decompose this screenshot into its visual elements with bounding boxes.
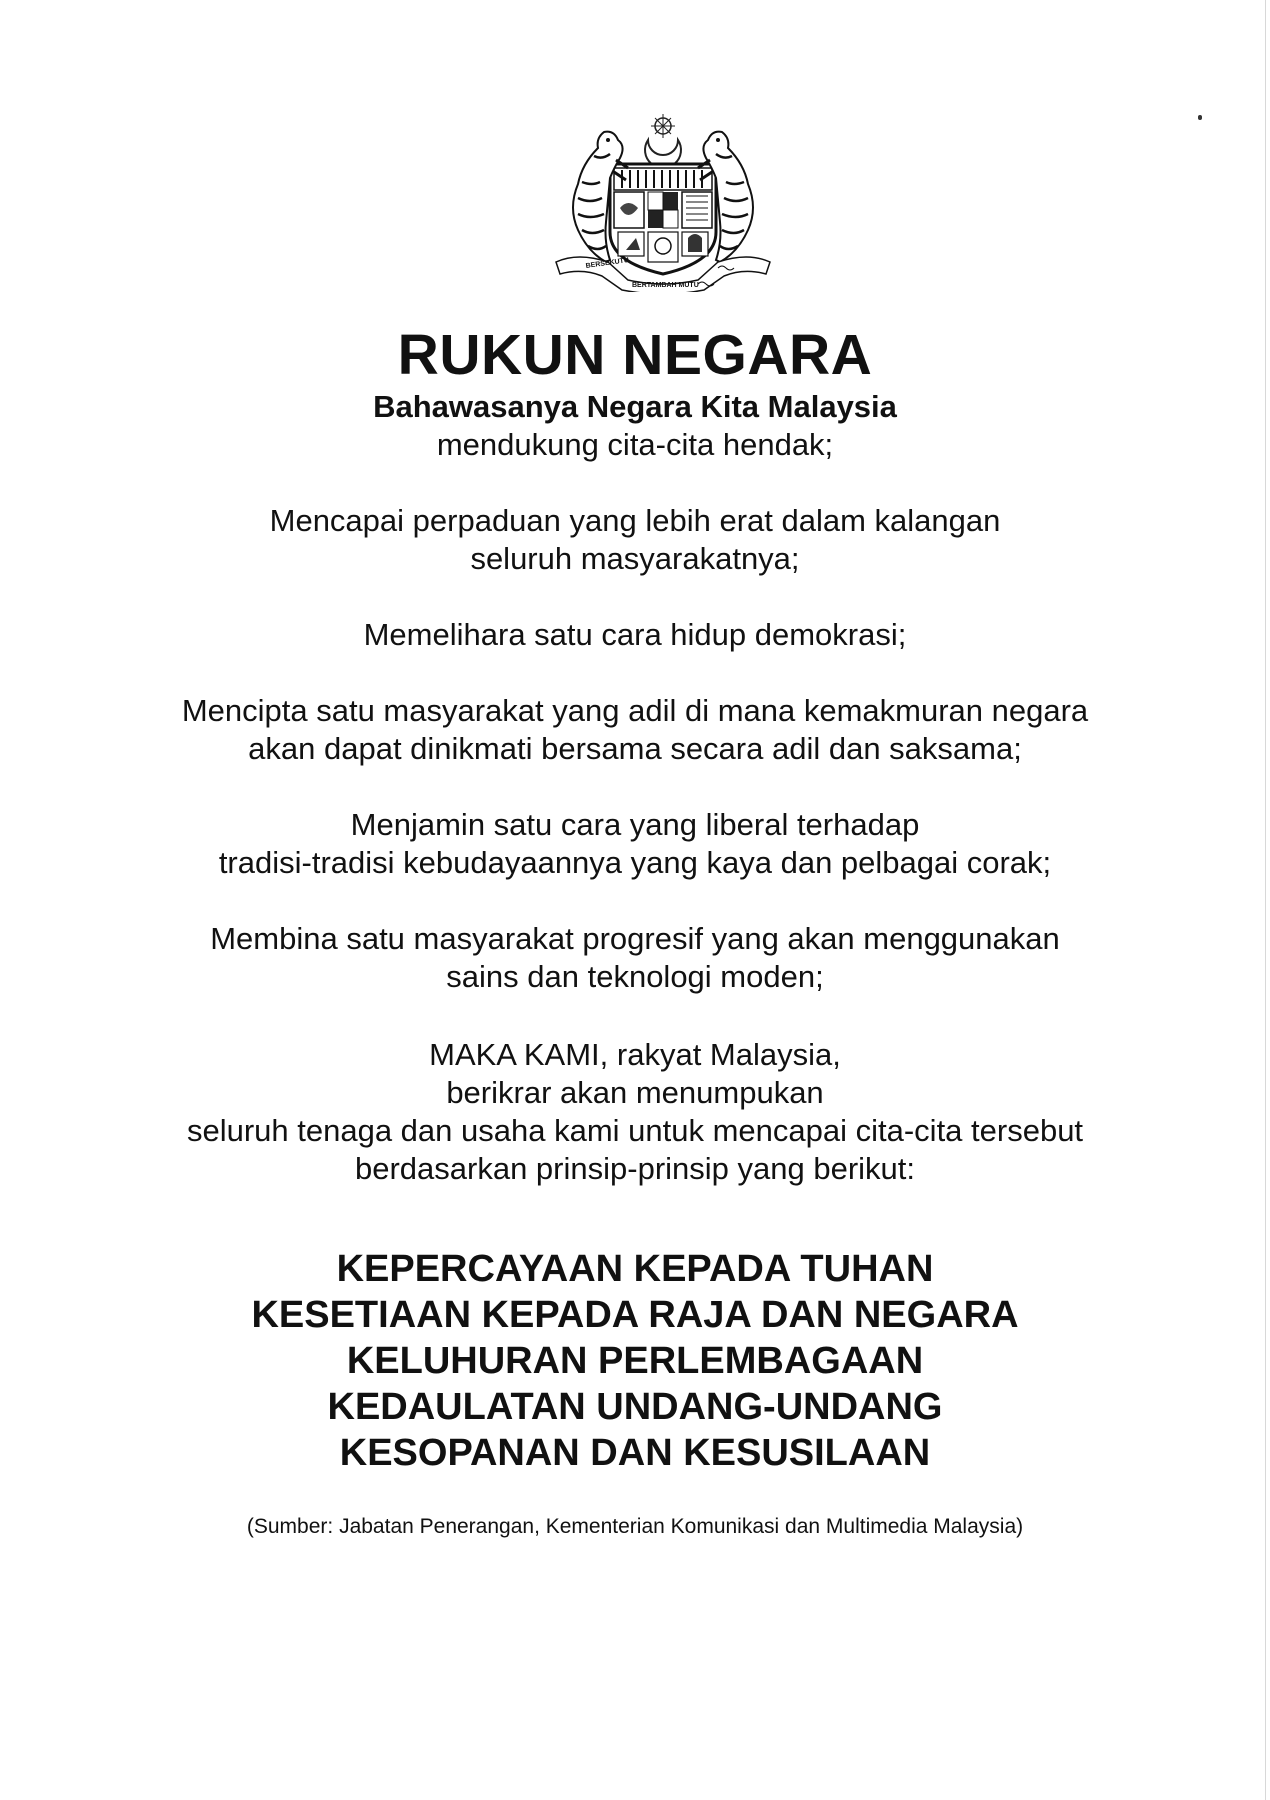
aim-5 bbox=[0, 920, 1270, 996]
aim-3 bbox=[0, 692, 1270, 768]
principle-item: KESETIAAN KEPADA RAJA DAN NEGARA bbox=[251, 1294, 1019, 1336]
pledge-line: berikrar akan menumpukan bbox=[446, 1075, 824, 1110]
principle-item: KEDAULATAN UNDANG-UNDANG bbox=[327, 1386, 943, 1428]
scan-edge bbox=[1265, 0, 1266, 1800]
aim-line: Membina satu masyarakat progresif yang akan menggunakan bbox=[210, 921, 1060, 956]
principle-item: KELUHURAN PERLEMBAGAAN bbox=[346, 1340, 924, 1382]
principles-list bbox=[0, 1246, 1270, 1476]
aim-line: Menjamin satu cara yang liberal terhadap bbox=[350, 807, 920, 842]
page-title: RUKUN NEGARA bbox=[397, 323, 873, 387]
aim-1 bbox=[0, 502, 1270, 578]
aim-line: Mencipta satu masyarakat yang adil di mana kemakmuran negara bbox=[181, 693, 1089, 728]
aim-line: Memelihara satu cara hidup demokrasi; bbox=[363, 617, 907, 652]
pledge-line: MAKA KAMI, rakyat Malaysia, bbox=[429, 1037, 841, 1072]
subtitle: Bahawasanya Negara Kita Malaysia bbox=[373, 389, 897, 424]
aim-line: Mencapai perpaduan yang lebih erat dalam kalangan bbox=[269, 503, 1001, 538]
scan-speck bbox=[1198, 115, 1202, 120]
intro-line: mendukung cita-cita hendak; bbox=[436, 427, 834, 462]
aim-line: seluruh masyarakatnya; bbox=[470, 541, 800, 576]
aim-2 bbox=[0, 616, 1270, 654]
pledge-line: seluruh tenaga dan usaha kami untuk mencapai cita-cita tersebut bbox=[186, 1113, 1084, 1148]
rukun-negara-text bbox=[0, 322, 1270, 1540]
crescent-star-icon bbox=[645, 114, 681, 168]
pledge-line: berdasarkan prinsip-prinsip yang berikut: bbox=[354, 1151, 915, 1186]
principle-item: KESOPANAN DAN KESUSILAAN bbox=[339, 1432, 931, 1474]
coat-of-arms-emblem bbox=[548, 112, 778, 292]
aim-line: sains dan teknologi moden; bbox=[446, 959, 824, 994]
svg-text:BERSEKUTU: BERSEKUTU bbox=[585, 256, 630, 270]
principle-item: KEPERCAYAAN KEPADA TUHAN bbox=[336, 1248, 934, 1290]
aim-4 bbox=[0, 806, 1270, 882]
source-note: (Sumber: Jabatan Penerangan, Kementerian Komunikasi dan Multimedia Malaysia) bbox=[246, 1515, 1024, 1538]
pledge bbox=[0, 1036, 1270, 1188]
svg-text:BERTAMBAH MUTU: BERTAMBAH MUTU bbox=[632, 282, 699, 289]
aim-line: tradisi-tradisi kebudayaannya yang kaya dan pelbagai corak; bbox=[218, 845, 1052, 880]
aim-line: akan dapat dinikmati bersama secara adil dan saksama; bbox=[248, 731, 1022, 766]
